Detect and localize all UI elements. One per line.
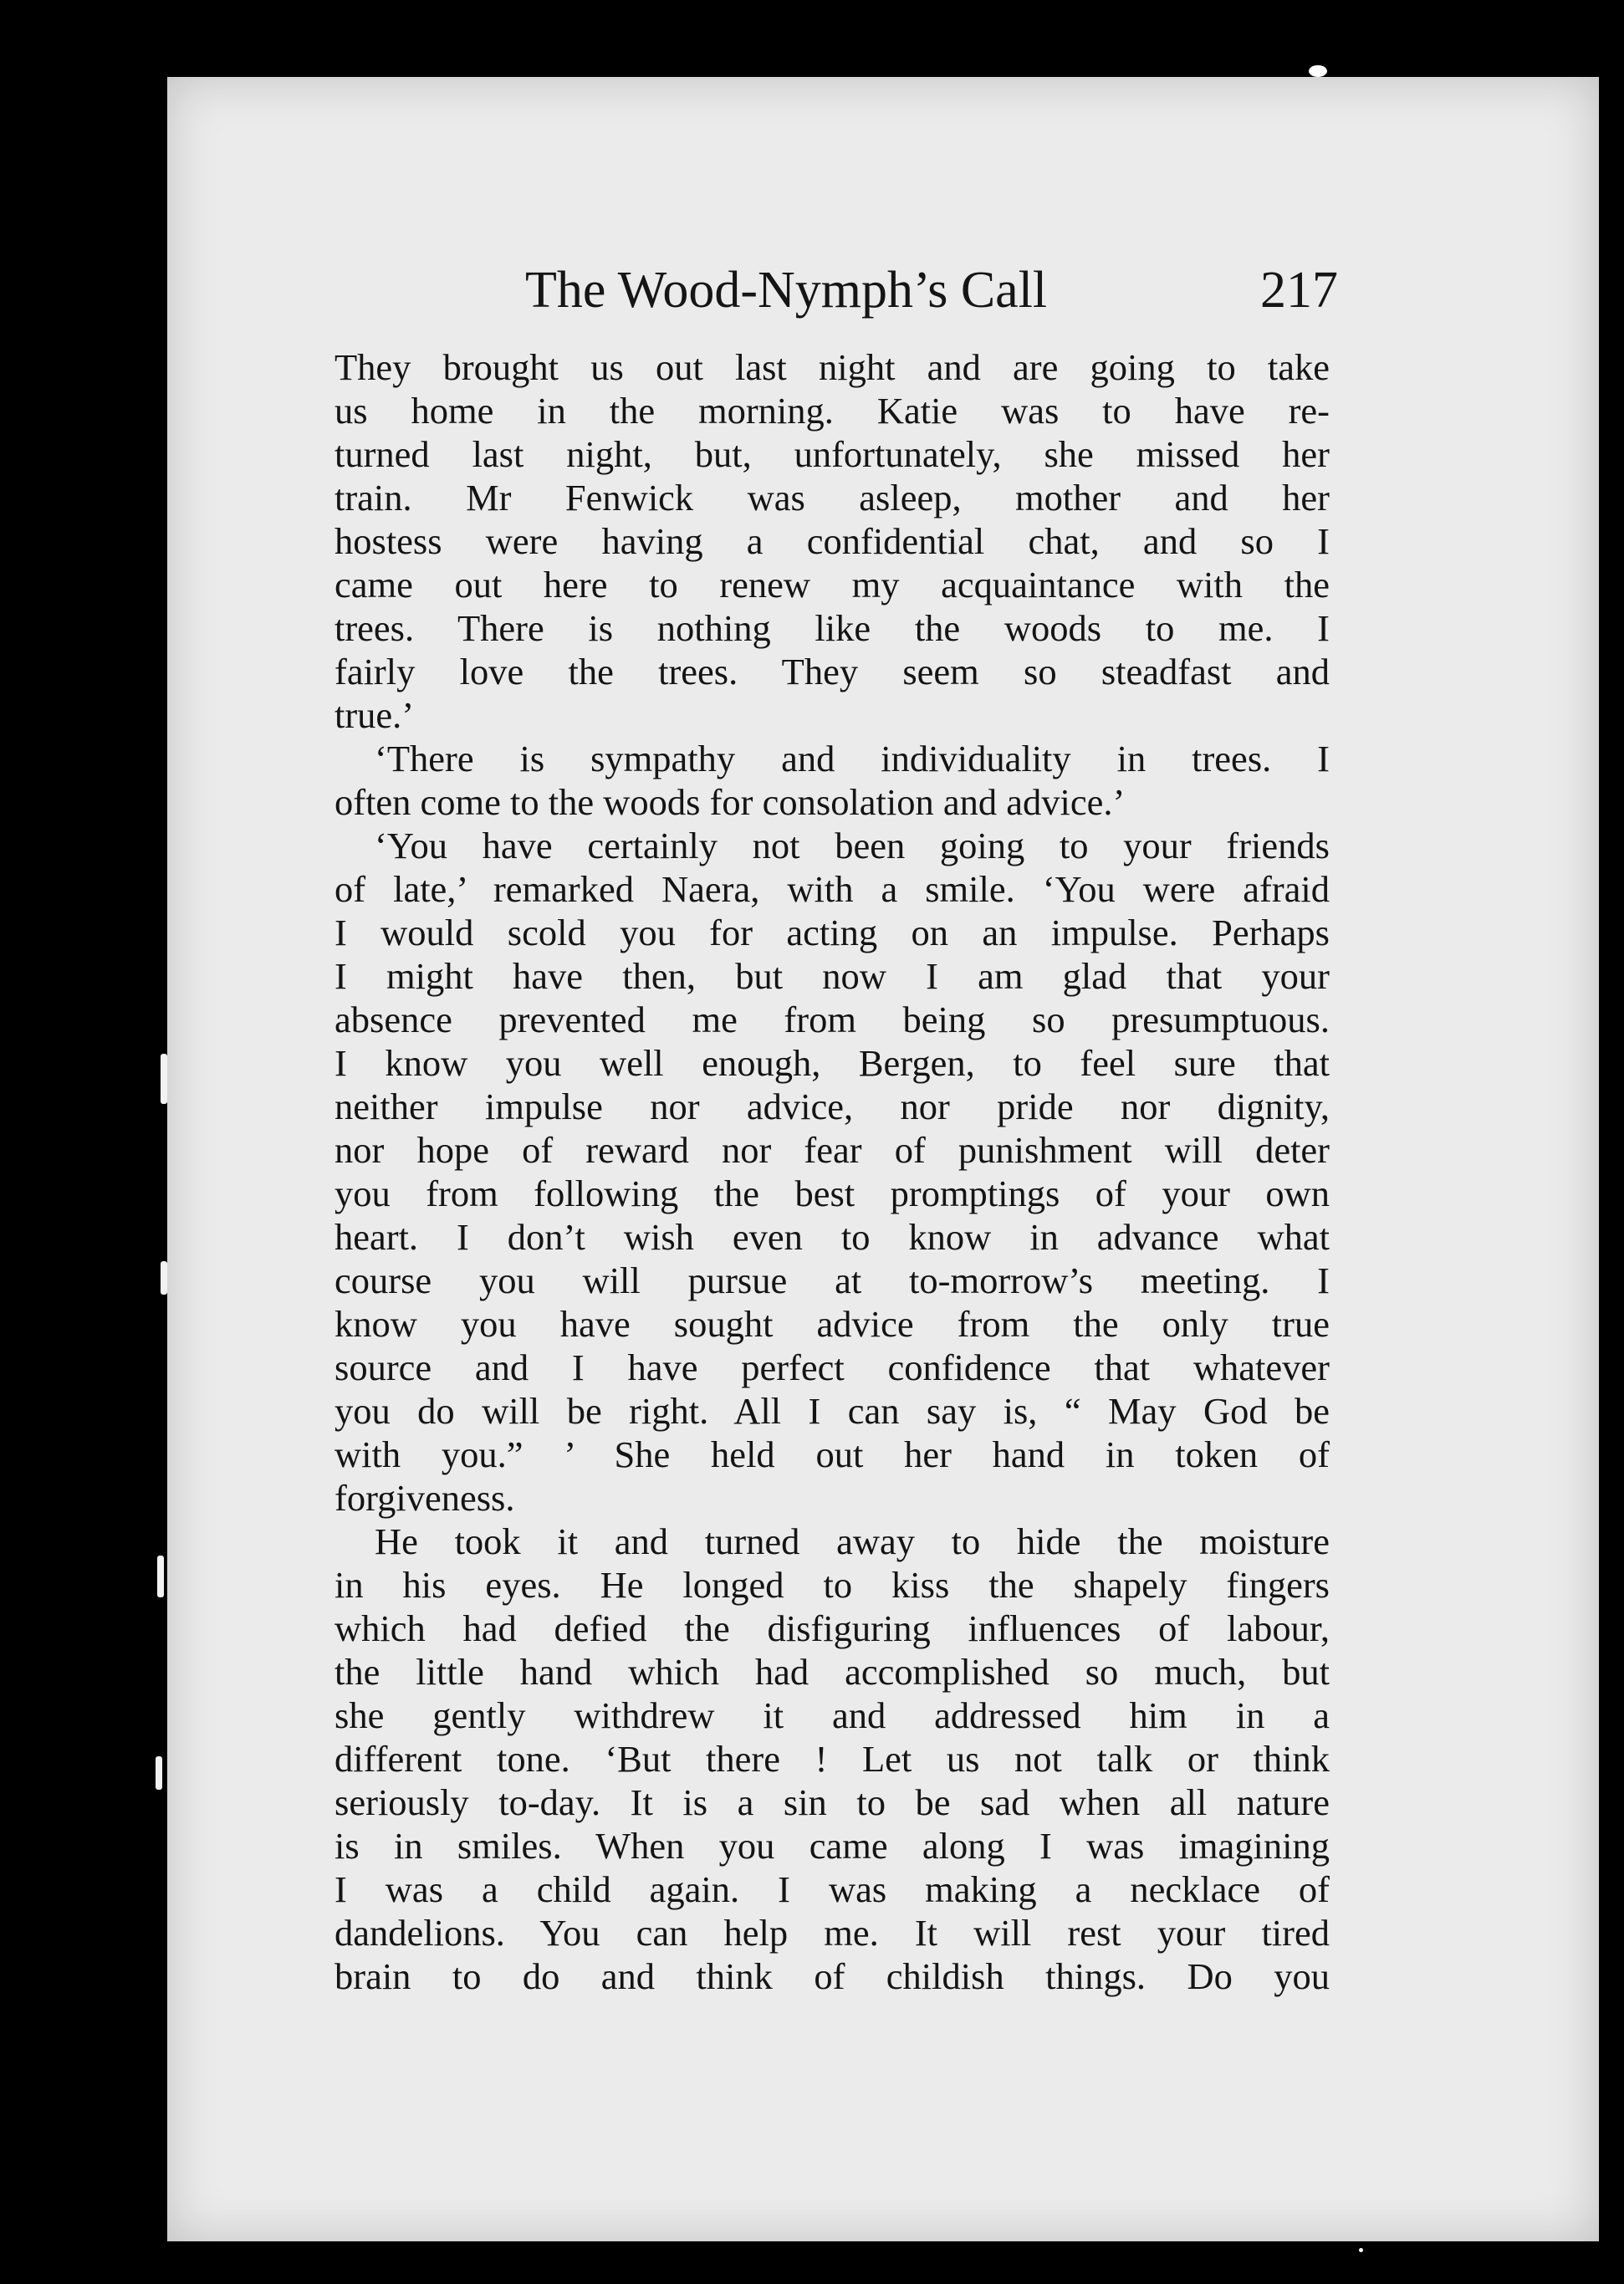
text-line: train. Mr Fenwick was asleep, mother and her [335, 477, 1330, 519]
text-line: came out here to renew my acquaintance with the [335, 564, 1330, 605]
text-line: the little hand which had accomplished so much, but [335, 1651, 1330, 1693]
text-line: is in smiles. When you came along I was imagining [335, 1825, 1330, 1867]
dust-speck [1309, 65, 1327, 77]
body-text [335, 345, 1330, 1998]
text-line: you from following the best promptings of your own [335, 1173, 1330, 1214]
binding-gutter [0, 67, 192, 2208]
text-line: in his eyes. He longed to kiss the shapely fingers [335, 1564, 1330, 1606]
binding-mark [156, 1756, 162, 1790]
text-line: you do will be right. All I can say is, “ May God be [335, 1390, 1330, 1432]
text-line: hostess were having a confidential chat, and so I [335, 520, 1330, 562]
text-line: ‘You have certainly not been going to your friends [375, 825, 1330, 866]
binding-mark [161, 1054, 167, 1104]
text-line: He took it and turned away to hide the moisture [375, 1520, 1330, 1562]
text-line: course you will pursue at to-morrow’s meeting. I [335, 1260, 1330, 1301]
text-line: us home in the morning. Katie was to have re- [335, 390, 1330, 432]
binding-mark [161, 1261, 167, 1295]
dust-speck [1359, 2248, 1363, 2252]
text-line: which had defied the disfiguring influences of labour, [335, 1607, 1330, 1649]
running-title: The Wood-Nymph’s Call [525, 262, 1048, 319]
text-line: of late,’ remarked Naera, with a smile. ‘You were afraid [335, 868, 1330, 910]
text-line: absence prevented me from being so presumptuous. [335, 999, 1330, 1040]
text-line: heart. I don’t wish even to know in advance what [335, 1216, 1330, 1258]
text-line: I was a child again. I was making a necklace of [335, 1868, 1330, 1910]
text-line: ‘There is sympathy and individuality in trees. I [375, 738, 1330, 779]
text-line: with you.” ’ She held out her hand in token of [335, 1433, 1330, 1475]
text-line: trees. There is nothing like the woods to me. I [335, 607, 1330, 649]
running-head [326, 251, 1338, 343]
text-line: I would scold you for acting on an impulse. Perhaps [335, 912, 1330, 953]
page-number: 217 [1260, 262, 1338, 319]
text-line: turned last night, but, unfortunately, she missed her [335, 433, 1330, 475]
text-line: different tone. ‘But there ! Let us not talk or think [335, 1738, 1330, 1780]
text-line: I know you well enough, Bergen, to feel sure that [335, 1042, 1330, 1084]
binding-mark [157, 1556, 164, 1597]
text-line: forgiveness. [335, 1477, 515, 1519]
text-line: dandelions. You can help me. It will rest your tired [335, 1912, 1330, 1954]
text-line: seriously to-day. It is a sin to be sad when all nature [335, 1781, 1330, 1823]
text-line: know you have sought advice from the only true [335, 1303, 1330, 1345]
text-line: brain to do and think of childish things. Do you [335, 1955, 1330, 1997]
text-line: They brought us out last night and are going to take [335, 346, 1330, 388]
text-line: she gently withdrew it and addressed him in a [335, 1694, 1330, 1736]
text-line: true.’ [335, 694, 415, 736]
text-line: I might have then, but now I am glad that your [335, 955, 1330, 997]
text-line: neither impulse nor advice, nor pride nor dignity, [335, 1086, 1330, 1127]
text-line: source and I have perfect confidence that whatever [335, 1346, 1330, 1388]
text-line: often come to the woods for consolation and advice.’ [335, 781, 1126, 823]
text-line: nor hope of reward nor fear of punishment will deter [335, 1129, 1330, 1171]
text-line: fairly love the trees. They seem so steadfast and [335, 651, 1330, 692]
